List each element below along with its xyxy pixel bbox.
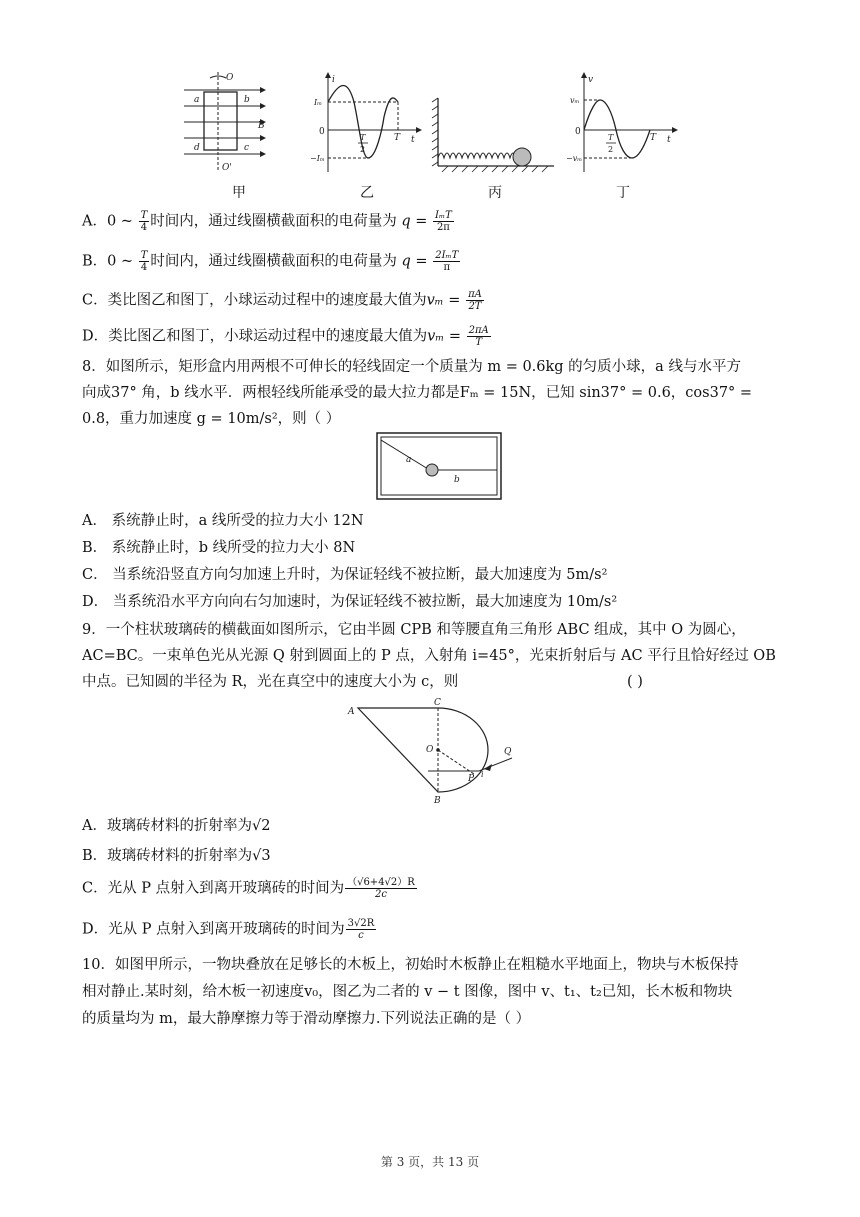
ding-negvm: −vₘ	[566, 154, 583, 163]
q9-label-Q: Q	[504, 747, 512, 757]
page-footer: 第 3 页，共 13 页	[380, 1155, 480, 1169]
yi-yaxis: i	[332, 75, 335, 85]
ding-yaxis: v	[588, 75, 594, 85]
q9-stem-line3: 中点。已知圆的半径为 R，光在真空中的速度大小为 c，则	[82, 674, 459, 690]
q9-label-C: C	[434, 698, 441, 708]
ding-T2: T	[608, 133, 614, 142]
q7-option-b: B．0 ~ $\frac{T}{4}$ 时间内，通过线圈横截面积的电荷量为 q = $\frac{\text{2IₘT}}{\pi}$	[82, 250, 459, 273]
q8-label-a: a	[406, 455, 412, 465]
label-c: c	[244, 143, 250, 153]
q9-label-B: B	[434, 796, 441, 806]
label-a: a	[194, 95, 200, 105]
q8-option-b: B． 系统静止时，b 线所受的拉力大小 8N	[82, 540, 356, 556]
q8-option-c: C． 当系统沿竖直方向匀加速上升时，为保证轻线不被拉断，最大加速度为 5m/s²	[82, 567, 608, 583]
q9-option-d: D．光从 P 点射入到离开玻璃砖的时间为 $\frac{3√2R}{c}$	[82, 918, 375, 941]
ding-T: T	[650, 133, 657, 143]
q7-option-a: A．0 ~ $\frac{T}{4}$ 时间内，通过线圈横截面积的电荷量为 q = $\frac{\text{IₘT}}{2\pi}$	[82, 210, 452, 233]
yi-zero: 0	[319, 127, 325, 137]
q9-answer-paren: ( )	[627, 674, 643, 690]
figure-ding	[566, 72, 681, 177]
q9-option-a: A．玻璃砖材料的折射率为√2	[82, 818, 271, 834]
q10-stem-line1: 10．如图甲所示，一物块叠放在足够长的木板上，初始时木板静止在粗糙水平地面上，物块与木板保持	[82, 957, 739, 973]
q10-stem-line3: 的质量均为 m，最大静摩擦力等于滑动摩擦力.下列说法正确的是（ ）	[82, 1011, 531, 1027]
q8-option-a: A． 系统静止时，a 线所受的拉力大小 12N	[82, 513, 364, 529]
ding-zero: 0	[575, 127, 581, 137]
q8-stem-line1: 8．如图所示，矩形盒内用两根不可伸长的轻线固定一个质量为 m = 0.6kg 的匀质小球，a 线与水平方	[82, 359, 741, 375]
yi-Im: Iₘ	[314, 98, 323, 107]
label-d: d	[194, 143, 200, 153]
q8-option-d: D． 当系统沿水平方向向右匀加速时，为保证轻线不被拉断，最大加速度为 10m/s²	[82, 594, 618, 610]
q7-option-c: C．类比图乙和图丁，小球运动过程中的速度最大值为vₘ = $\frac{\pi A}{2T}$	[82, 289, 482, 312]
q8-stem-line3: 0.8，重力加速度 g = 10m/s²，则（ ）	[82, 411, 341, 427]
figure-yi	[310, 72, 425, 177]
caption-yi: 乙	[360, 185, 374, 201]
figure-jia	[180, 72, 270, 172]
label-O: O	[226, 73, 234, 83]
yi-negIm: −Iₘ	[310, 154, 325, 163]
figure-q9-prism	[344, 696, 520, 806]
caption-ding: 丁	[616, 185, 630, 201]
yi-T: T	[394, 133, 401, 143]
label-Op: O'	[222, 163, 232, 173]
yi-xaxis: t	[411, 135, 415, 145]
q9-label-O: O	[426, 745, 434, 755]
q9-label-i: i	[481, 770, 484, 779]
label-b: b	[244, 95, 250, 105]
q9-option-b: B．玻璃砖材料的折射率为√3	[82, 848, 271, 864]
q9-stem-line2: AC=BC。一束单色光从光源 Q 射到圆面上的 P 点，入射角 i=45°，光束折射后与 AC 平行且恰好经过 OB	[82, 648, 776, 664]
label-B: B	[258, 121, 265, 131]
q7-option-d: D．类比图乙和图丁，小球运动过程中的速度最大值为vₘ = $\frac{2\pi A}{T}$	[82, 325, 489, 348]
q8-stem-line2: 向成37° 角，b 线水平．两根轻线所能承受的最大拉力都是Fₘ = 15N，已知 sin37° = 0.6，cos37° =	[82, 385, 753, 401]
caption-jia: 甲	[232, 185, 246, 201]
q9-label-A: A	[348, 707, 355, 717]
q9-option-c: C．光从 P 点射入到离开玻璃砖的时间为 $\frac{(√6+4√2)R}{2c}$	[82, 877, 415, 900]
ding-T2d: 2	[608, 145, 614, 154]
q8-label-b: b	[454, 475, 460, 485]
q9-label-P: P	[468, 774, 475, 784]
yi-T2: T	[360, 133, 366, 142]
figure-q8-box	[376, 432, 502, 500]
yi-T2d: 2	[360, 145, 366, 154]
ding-vm: vₘ	[570, 96, 580, 105]
q9-stem-line1: 9．一个柱状玻璃砖的横截面如图所示，它由半圆 CPB 和等腰直角三角形 ABC 组成，其中 O 为圆心，	[82, 622, 746, 638]
caption-bing: 丙	[488, 185, 502, 201]
q10-stem-line2: 相对静止.某时刻，给木板一初速度v₀，图乙为二者的 v − t 图像，图中 v、t₁、t₂已知，长木板和物块	[82, 984, 733, 1000]
figure-bing	[432, 98, 557, 178]
ding-xaxis: t	[667, 135, 671, 145]
